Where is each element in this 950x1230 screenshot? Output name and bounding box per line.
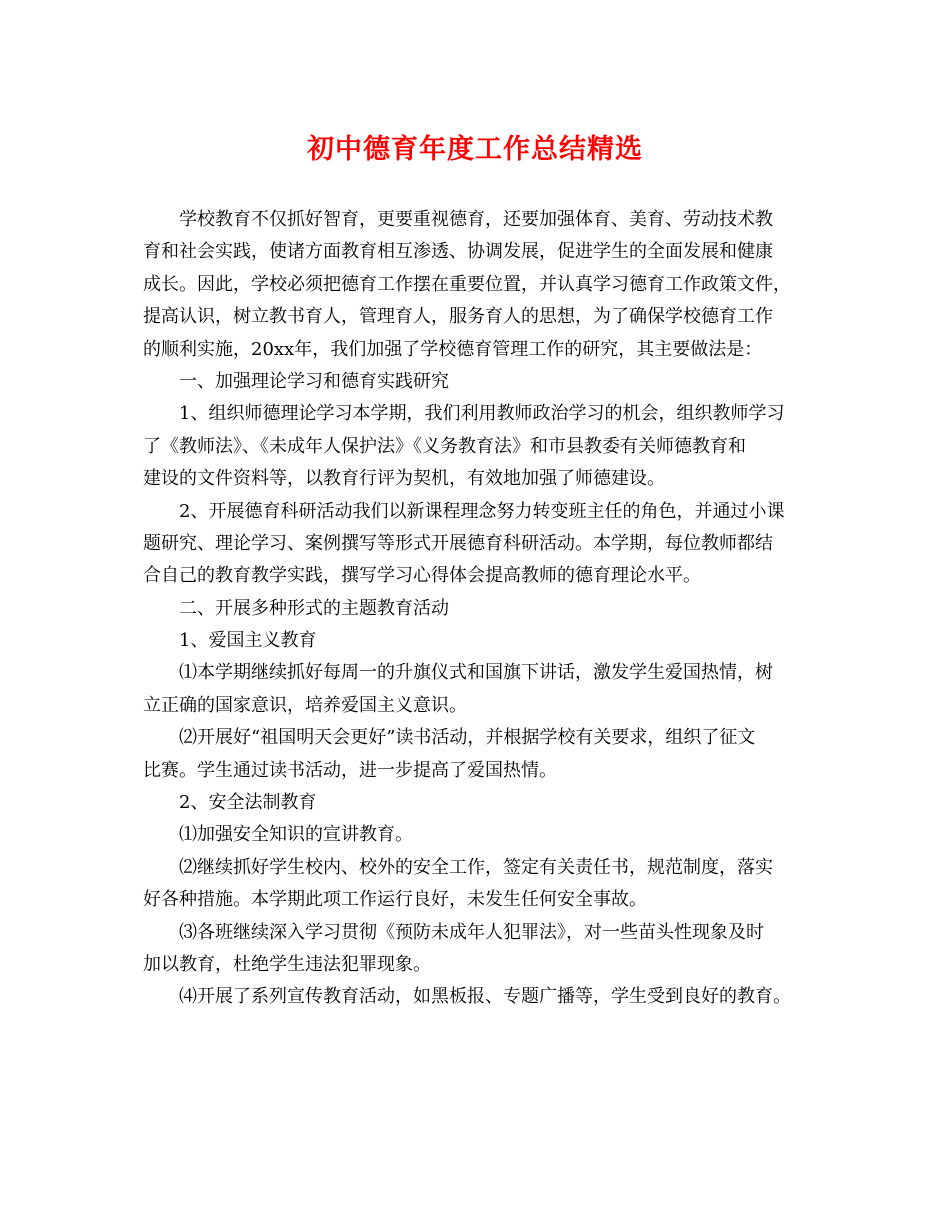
document-title: 初中德育年度工作总结精选: [307, 134, 643, 165]
body-line: 1、组织师德理论学习本学期，我们利用教师政治学习的机会，组织教师学习: [179, 403, 785, 425]
body-line: 合自己的教育教学实践，撰写学习心得体会提高教师的德育理论水平。: [143, 565, 701, 587]
body-line: ⑶各班继续深入学习贯彻《预防未成年人犯罪法》，对一些苗头性现象及时: [179, 921, 764, 943]
body-line: 建设的文件资料等，以教育行评为契机，有效地加强了师德建设。: [143, 468, 665, 490]
body-line: ⑴加强安全知识的宣讲教育。: [179, 824, 413, 846]
body-line: 加以教育，杜绝学生违法犯罪现象。: [143, 953, 431, 975]
body-line: 二、开展多种形式的主题教育活动: [179, 597, 449, 619]
body-line: ⑵开展好“祖国明天会更好”读书活动，并根据学校有关要求，组织了征文: [179, 727, 756, 749]
body-line: 好各种措施。本学期此项工作运行良好，未发生任何安全事故。: [143, 889, 647, 911]
body-line: 学校教育不仅抓好智育，更要重视德育，还要加强体育、美育、劳动技术教: [179, 209, 773, 230]
body-line: 的顺利实施，20xx年，我们加强了学校德育管理工作的研究，其主要做法是：: [143, 338, 763, 360]
body-line: 一、加强理论学习和德育实践研究: [179, 370, 449, 392]
body-line: 育和社会实践，使诸方面教育相互渗透、协调发展，促进学生的全面发展和健康: [143, 241, 773, 263]
body-line: 立正确的国家意识，培养爱国主义意识。: [143, 694, 467, 716]
body-line: 题研究、理论学习、案例撰写等形式开展德育科研活动。本学期，每位教师都结: [143, 532, 773, 554]
body-line: ⑷开展了系列宣传教育活动，如黑板报、专题广播等，学生受到良好的教育。: [179, 986, 791, 1008]
body-line: 了《教师法》、《未成年人保护法》《义务教育法》和市县教委有关师德教育和: [143, 435, 746, 457]
body-line: ⑵继续抓好学生校内、校外的安全工作，签定有关责任书，规范制度，落实: [179, 856, 773, 878]
body-line: 2、开展德育科研活动我们以新课程理念努力转变班主任的角色，并通过小课: [179, 500, 785, 522]
body-line: 成长。因此，学校必须把德育工作摆在重要位置，并认真学习德育工作政策文件，: [143, 273, 791, 295]
body-line: 2、安全法制教育: [179, 792, 317, 814]
body-line: 提高认识，树立教书育人，管理育人，服务育人的思想，为了确保学校德育工作: [143, 306, 773, 328]
body-line: ⑴本学期继续抓好每周一的升旗仪式和国旗下讲话，激发学生爱国热情，树: [179, 662, 773, 684]
document-body: [143, 204, 823, 1014]
body-line: 1、爱国主义教育: [179, 630, 317, 652]
body-line: 比赛。学生通过读书活动，进一步提高了爱国热情。: [143, 759, 557, 781]
